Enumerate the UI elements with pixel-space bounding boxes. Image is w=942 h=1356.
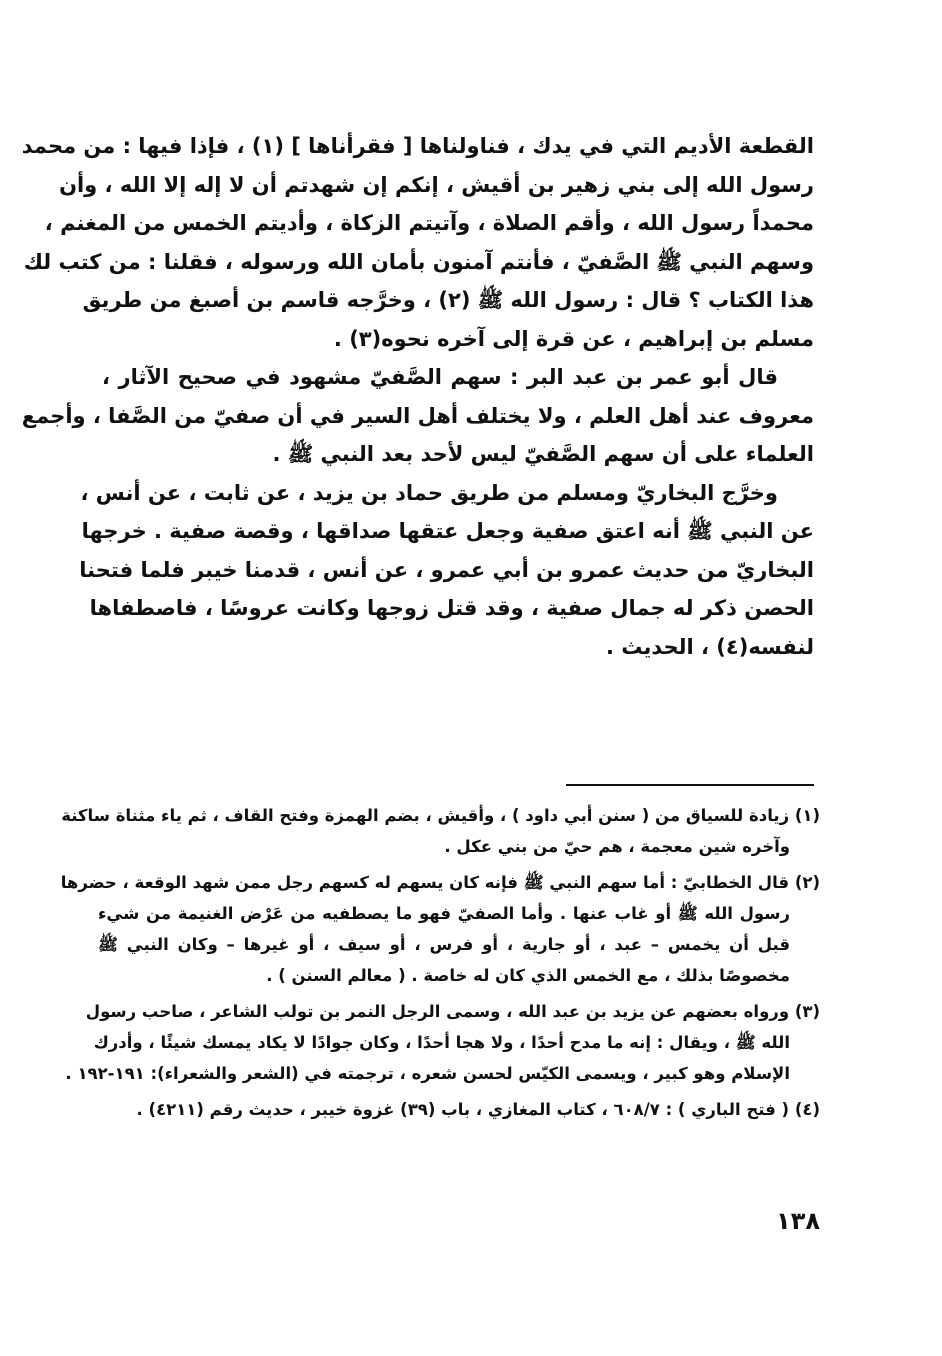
text-line: القطعة الأديم التي في يدك ، فناولناها [ فقرأناها ] (١) ، فإذا فيها : من محمد [21,134,814,158]
footnote-line: وآخره شين معجمة ، هم حيّ من بني عكل . [444,837,790,856]
text-line: رسول الله إلى بني زهير بن أقيش ، إنكم إن شهدتم أن لا إله إلا الله ، وأن [59,172,814,197]
footnotes [60,800,820,1130]
text-line: هذا الكتاب ؟ قال : رسول الله ﷺ (٢) ، وخرَّجه قاسم بن أصبغ من طريق [82,288,814,312]
page-number: ١٣٨ [776,1207,820,1235]
footnote-separator [566,784,814,786]
text-line: لنفسه(٤) ، الحديث . [605,634,814,659]
footnote-line: (١) زيادة للسياق من ( سنن أبي داود ) ، وأقيش ، بضم الهمزة وفتح القاف ، ثم ياء مثناة ساكنة [61,806,820,825]
footnote-2 [60,867,820,991]
text-line: العلماء على أن سهم الصَّفيّ ليس لأحد بعد النبي ﷺ . [272,442,814,466]
text-line: محمداً رسول الله ، وأقم الصلاة ، وآتيتم الزكاة ، وأديتم الخمس من المغنم ، [44,211,814,235]
text-line: وخرَّج البخاريّ ومسلم من طريق حماد بن يزيد ، عن ثابت ، عن أنس ، [80,480,778,505]
footnote-4 [98,1094,820,1125]
footnote-line: مخصوصًا بذلك ، مع الخمس الذي كان له خاصة . ( معالم السنن ) . [266,966,790,985]
footnote-line: الإسلام وهو كبير ، ويسمى الكيّس لحسن شعره ، ترجمته في (الشعر والشعراء): ١٩١-١٩٢ . [65,1064,790,1083]
footnote-1 [61,800,820,862]
paragraph-1 [21,127,814,358]
footnote-line: (٢) قال الخطابيّ : أما سهم النبي ﷺ فإنه كان يسهم له كسهم رجل ممن شهد الوقعة ، حضرها [60,873,820,892]
footnote-line: (٤) ( فتح الباري ) : ٦٠٨/٧ ، كتاب المغازي ، باب (٣٩) غزوة خيبر ، حديث رقم (٤٢١١) . [136,1100,820,1119]
text-line: البخاريّ من حديث عمرو بن أبي عمرو ، عن أنس ، قدمنا خيبر فلما فتحنا [79,557,814,582]
footnote-line: رسول الله ﷺ أو غاب عنها . وأما الصفيّ فهو ما يصطفيه من عَرْض الغنيمة من شيء [98,904,790,923]
footnote-line: (٣) ورواه بعضهم عن يزيد بن عبد الله ، وسمى الرجل النمر بن تولب الشاعر ، صاحب رسول [85,1002,820,1021]
text-line: معروف عند أهل العلم ، ولا يختلف أهل السير في أن صفيّ من الصَّفا ، وأجمع [21,403,814,428]
footnote-3 [65,996,820,1089]
footnote-line: قبل أن يخمس – عبد ، أو جارية ، أو فرس ، أو سيف ، أو غيرها – وكان النبي ﷺ [98,935,790,954]
footnote-line: الله ﷺ ، ويقال : إنه ما مدح أحدًا ، ولا هجا أحدًا ، وكان جوادًا لا يكاد يمسك شيئًا ، وأدرك [93,1033,790,1052]
main-text [21,127,814,666]
text-line: وسهم النبي ﷺ الصَّفيّ ، فأنتم آمنون بأمان الله ورسوله ، فقلنا : من كتب لك [23,249,814,274]
text-line: مسلم بن إبراهيم ، عن قرة إلى آخره نحوه(٣) . [333,326,814,351]
text-line: عن النبي ﷺ أنه اعتق صفية وجعل عتقها صداقها ، وقصة صفية . خرجها [81,519,814,543]
text-line: الحصن ذكر له جمال صفية ، وقد قتل زوجها وكانت عروسًا ، فاصطفاها [89,596,814,620]
paragraph-3 [79,474,814,667]
paragraph-2 [21,358,814,474]
text-line: قال أبو عمر بن عبد البر : سهم الصَّفيّ مشهود في صحيح الآثار ، [102,365,778,389]
